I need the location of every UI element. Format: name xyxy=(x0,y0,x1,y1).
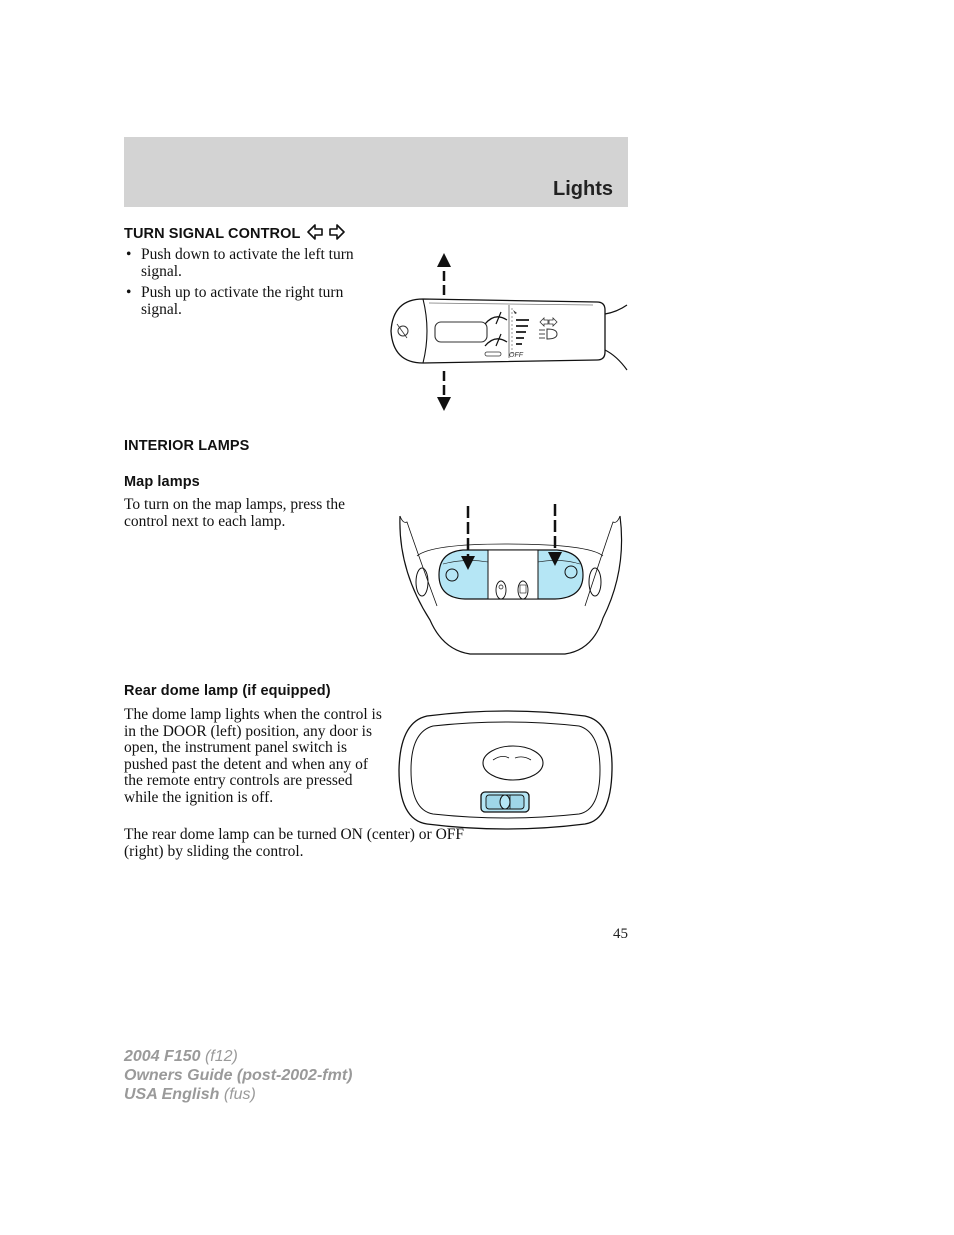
interior-lamps-heading: INTERIOR LAMPS xyxy=(124,438,250,454)
list-item: • Push up to activate the right turn signal. xyxy=(124,285,379,318)
footer-model: 2004 F150 xyxy=(124,1048,201,1065)
dome-lamp-lens xyxy=(483,746,543,780)
turn-signal-bullets xyxy=(124,247,379,323)
up-arrow-icon xyxy=(437,253,451,295)
rear-dome-text1: The dome lamp lights when the control is in the DOOR (left) position, any door is open, the instrument panel switch is pushed past the detent and when any of the remote entry controls are pressed while the ignition is off. xyxy=(124,706,382,806)
turn-signal-heading-text: TURN SIGNAL CONTROL xyxy=(124,226,301,242)
rear-dome-lamp-illustration xyxy=(397,708,615,832)
header-band xyxy=(124,137,628,207)
stalk-off-label: OFF xyxy=(509,352,523,359)
footer-line-1 xyxy=(124,1047,352,1066)
page-number: 45 xyxy=(613,926,628,942)
down-arrow-icon xyxy=(437,371,451,411)
footer xyxy=(124,1047,352,1104)
list-item: • Push down to activate the left turn signal. xyxy=(124,247,379,280)
footer-language: USA English xyxy=(124,1086,220,1103)
turn-signal-heading xyxy=(124,222,345,242)
map-lamps-text: To turn on the map lamps, press the control next to each lamp. xyxy=(124,496,346,530)
footer-guide: Owners Guide (post-2002-fmt) xyxy=(124,1067,353,1084)
map-lamps-heading: Map lamps xyxy=(124,474,200,490)
page-title: Lights xyxy=(553,178,613,200)
footer-line-2 xyxy=(124,1066,352,1085)
rear-dome-heading: Rear dome lamp (if equipped) xyxy=(124,683,331,699)
map-lamp-lens xyxy=(439,550,583,599)
footer-language-code: (fus) xyxy=(219,1086,256,1103)
turn-signal-stalk-illustration xyxy=(385,250,630,415)
rear-dome-text2: The rear dome lamp can be turned ON (center) or OFF (right) by sliding the control. xyxy=(124,826,465,860)
dome-lamp-slide-switch[interactable] xyxy=(481,792,529,812)
footer-line-3 xyxy=(124,1085,352,1104)
map-lamp-illustration xyxy=(395,500,625,660)
footer-model-code: (f12) xyxy=(200,1048,238,1065)
turn-arrows-icon xyxy=(307,224,345,240)
